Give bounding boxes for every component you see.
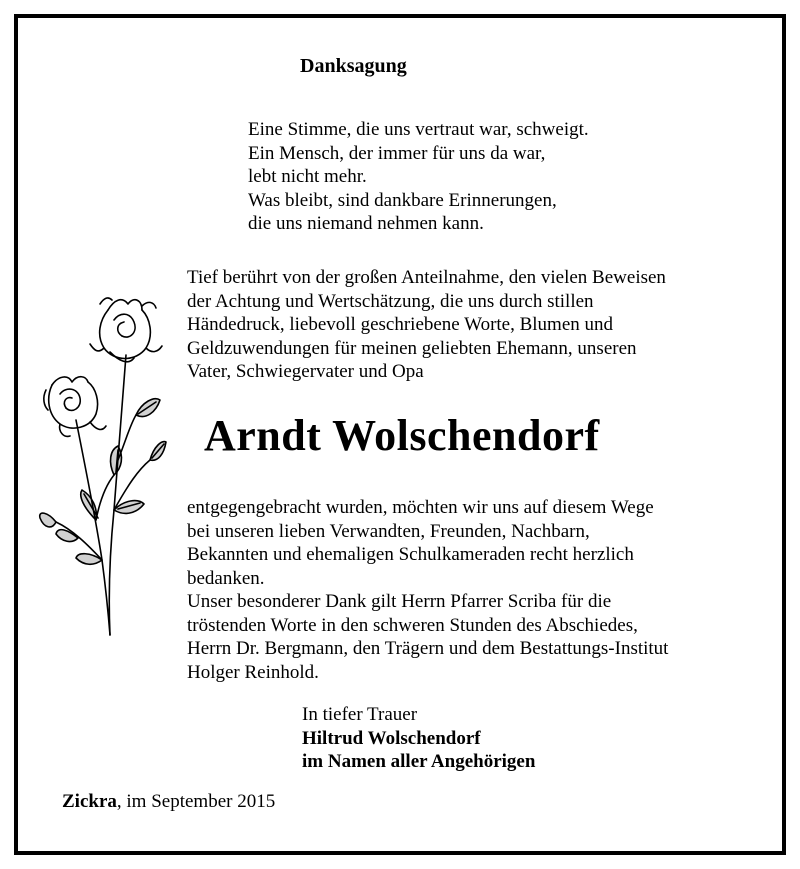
signature-family: im Namen aller Angehörigen — [302, 751, 536, 772]
poem-line: die uns niemand nehmen kann. — [248, 213, 484, 234]
paragraph-line: Geldzuwendungen für meinen geliebten Ehemann, unseren — [187, 337, 637, 359]
place-date-text: , im September 2015 — [116, 791, 276, 812]
signature-name: Hiltrud Wolschendorf — [302, 727, 481, 749]
paragraph-line: entgegengebracht wurden, möchten wir uns auf diesem Wege — [187, 497, 654, 518]
notice-title: Danksagung — [300, 55, 407, 77]
paragraph-line: Bekannten und ehemaligen Schulkameraden recht herzlich — [187, 544, 634, 565]
paragraph-line: Tief berührt von der großen Anteilnahme, den vielen Beweisen — [187, 267, 666, 288]
poem-line: Eine Stimme, die uns vertraut war, schweigt. — [248, 119, 589, 140]
deceased-name: Arndt Wolschendorf — [204, 411, 600, 460]
paragraph-line: der Achtung und Wertschätzung, die uns durch stillen — [187, 290, 594, 312]
paragraph-line: Herrn Dr. Bergmann, den Trägern und dem Bestattungs-Institut — [187, 638, 669, 659]
thanks-paragraph-2 — [187, 496, 668, 684]
paragraph-line: tröstenden Worte in den schweren Stunden des Abschiedes, — [187, 614, 638, 636]
poem-line: Ein Mensch, der immer für uns da war, — [248, 142, 546, 164]
rose-drawing-icon — [38, 290, 168, 640]
paragraph-line: bedanken. — [187, 567, 265, 589]
paragraph-line: bei unseren lieben Verwandten, Freunden, Nachbarn, — [187, 520, 590, 542]
paragraph-line: Händedruck, liebevoll geschriebene Worte, Blumen und — [187, 314, 614, 335]
poem — [248, 118, 589, 236]
paragraph-line: Holger Reinhold. — [187, 661, 319, 683]
paragraph-line: Unser besonderer Dank gilt Herrn Pfarrer Scriba für die — [187, 591, 612, 612]
thanks-paragraph-1 — [187, 266, 666, 384]
poem-line: Was bleibt, sind dankbare Erinnerungen, — [248, 189, 557, 211]
place-town: Zickra — [62, 791, 117, 812]
place-date — [62, 791, 275, 813]
poem-line: lebt nicht mehr. — [248, 166, 367, 187]
signature-block — [302, 703, 535, 774]
paragraph-line: Vater, Schwiegervater und Opa — [187, 361, 424, 382]
signature-intro: In tiefer Trauer — [302, 704, 418, 725]
